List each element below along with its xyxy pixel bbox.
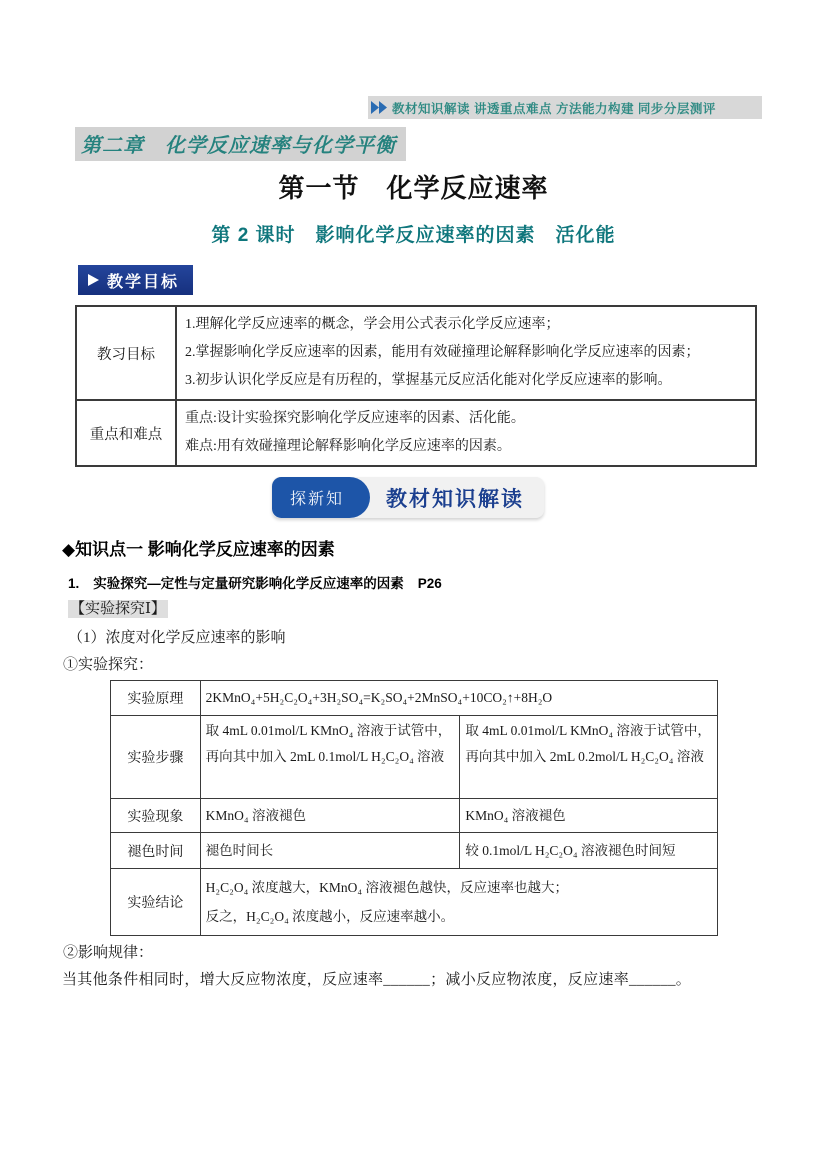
lesson-title: 第 2 课时 影响化学反应速率的因素 活化能 xyxy=(211,225,616,246)
knowledge-point-heading: ◆知识点一 影响化学反应速率的因素 xyxy=(62,540,335,559)
table-row xyxy=(111,681,718,716)
steps-label: 实验步骤 xyxy=(111,716,201,799)
rule-fill-in-text: 当其他条件相同时，增大反应物浓度，反应速率______；减小反应物浓度，反应速率______。 xyxy=(62,972,692,988)
keypoint-line: 重点:设计实验探究影响化学反应速率的因素、活化能。 xyxy=(185,411,525,426)
conclusion-line: 反之，H₂C₂O₄ 浓度越小，反应速率越小。 xyxy=(205,909,455,924)
table-row xyxy=(76,306,756,400)
subsection-1-title: （1）浓度对化学反应速率的影响 xyxy=(68,630,286,646)
conclusion-line: H₂C₂O₄ 浓度越大，KMnO₄ 溶液褪色越快，反应速率也越大； xyxy=(205,880,569,895)
keypoints-row-content xyxy=(176,400,756,466)
fade-time-col1: 褪色时间长 xyxy=(200,833,460,869)
steps-col2: 取 4mL 0.01mol/L KMnO₄ 溶液于试管中，再向其中加入 2mL 0.2mol/L H₂C₂O₄ 溶液 xyxy=(460,716,718,799)
banner-pill: 探新知 xyxy=(272,477,370,518)
keypoints-row-label: 重点和难点 xyxy=(76,400,176,466)
item-number: 1. xyxy=(68,576,80,591)
step-1-label: ①实验探究： xyxy=(63,657,154,673)
table-row xyxy=(111,716,718,799)
principle-label: 实验原理 xyxy=(111,681,201,716)
rule-label: ②影响规律： xyxy=(63,945,154,961)
objectives-row-label: 教习目标 xyxy=(76,306,176,400)
item-page-ref: P26 xyxy=(417,576,442,591)
section-banner xyxy=(272,477,544,518)
steps-col1: 取 4mL 0.01mol/L KMnO₄ 溶液于试管中，再向其中加入 2mL 0.1mol/L H₂C₂O₄ 溶液 xyxy=(200,716,460,799)
conclusion-content xyxy=(200,869,717,936)
double-chevron-right-icon xyxy=(370,100,390,115)
fade-time-col2: 较 0.1mol/L H₂C₂O₄ 溶液褪色时间短 xyxy=(460,833,718,869)
phenomenon-col2: KMnO₄ 溶液褪色 xyxy=(460,799,718,833)
principle-equation: 2KMnO₄+5H₂C₂O₄+3H₂SO₄=K₂SO₄+2MnSO₄+10CO₂↑+8H₂O xyxy=(200,681,717,716)
objectives-badge-label: 教学目标 xyxy=(107,273,180,291)
experiment-probe-title xyxy=(68,597,168,618)
chapter-title: 第二章 化学反应速率与化学平衡 xyxy=(81,135,396,157)
banner-title: 教材知识解读 xyxy=(386,487,525,511)
tagline-bar xyxy=(368,96,762,119)
tagline-text: 教材知识解读 讲透重点难点 方法能力构建 同步分层测评 xyxy=(392,101,716,116)
experiment-table xyxy=(110,680,718,936)
item-text: 实验探究—定性与定量研究影响化学反应速率的因素 xyxy=(93,576,404,591)
objective-line: 1.理解化学反应速率的概念，学会用公式表示化学反应速率； xyxy=(185,317,560,332)
table-row xyxy=(76,400,756,466)
keypoint-line: 难点:用有效碰撞理论解释影响化学反应速率的因素。 xyxy=(185,439,511,454)
objective-line: 2.掌握影响化学反应速率的因素，能用有效碰撞理论解释影响化学反应速率的因素； xyxy=(185,345,700,360)
objective-line: 3.初步认识化学反应是有历程的，掌握基元反应活化能对化学反应速率的影响。 xyxy=(185,373,672,388)
fade-time-label: 褪色时间 xyxy=(111,833,201,869)
knowledge-item-1 xyxy=(68,572,442,592)
probe-title-text: 【实验探究Ⅰ】 xyxy=(70,601,166,617)
table-row xyxy=(111,799,718,833)
chapter-strip xyxy=(75,127,406,161)
objectives-table xyxy=(75,305,757,467)
section-title: 第一节 化学反应速率 xyxy=(278,173,549,203)
teaching-objectives-badge xyxy=(78,265,193,295)
phenomenon-label: 实验现象 xyxy=(111,799,201,833)
objectives-row-content xyxy=(176,306,756,400)
table-row xyxy=(111,833,718,869)
phenomenon-col1: KMnO₄ 溶液褪色 xyxy=(200,799,460,833)
conclusion-label: 实验结论 xyxy=(111,869,201,936)
table-row xyxy=(111,869,718,936)
arrow-right-icon xyxy=(88,274,99,286)
